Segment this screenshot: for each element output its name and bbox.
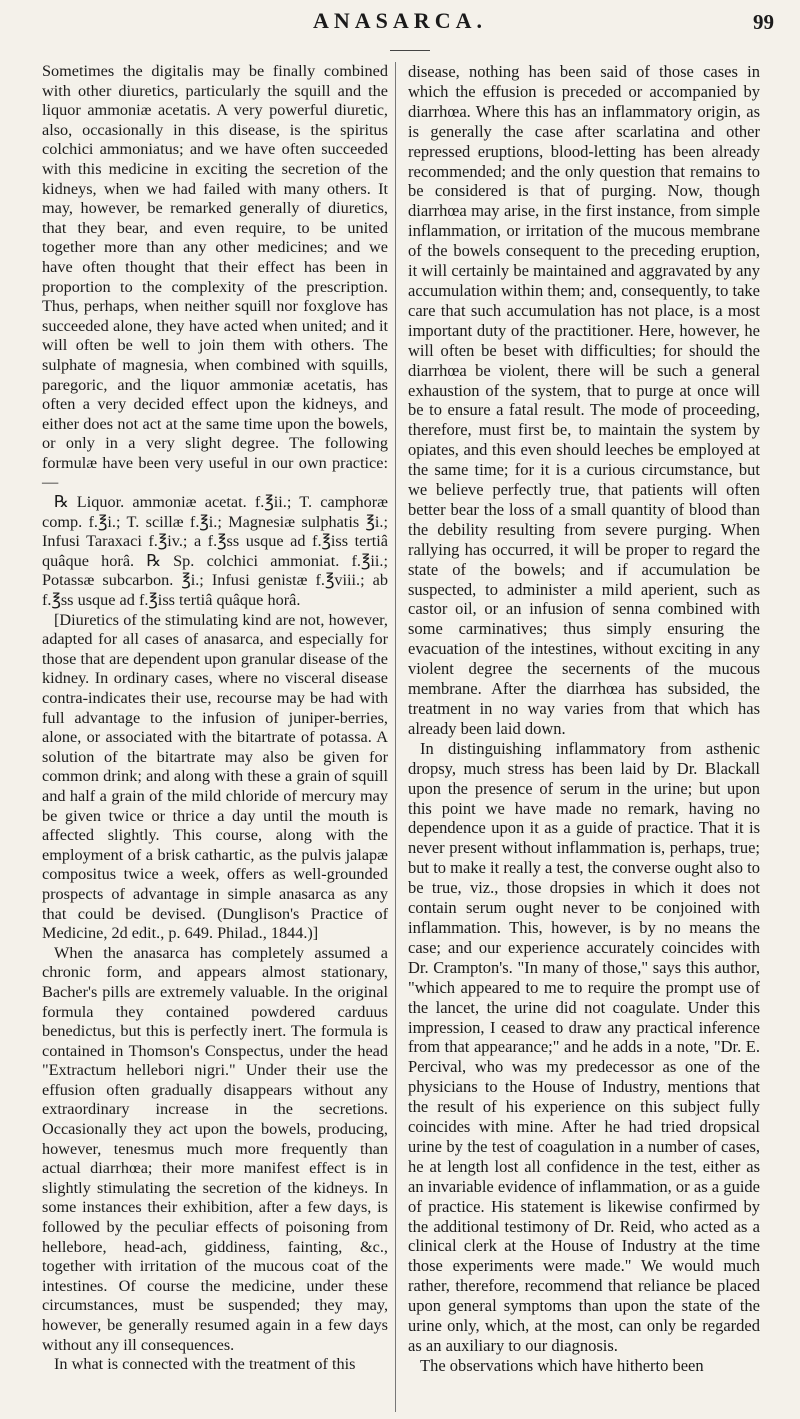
paragraph: disease, nothing has been said of those cases in which the effusion is preceded or accompanied by diarrhœa. Where this has an inflammatory origin, as is generally the case after scarlatina and other repressed eruptions, blood-letting has been already recommended; and the only question that remains to be considered is that of purging. Now, though diarrhœa may arise, in the first instance, from simple inflammation, or irritation of the mucous membrane of the bowels consequent to the preceding eruption, it will certainly be maintained and aggravated by any accumulation within them; and, consequently, to take care that such accumulation has not place, is a most important duty of the practitioner. Here, however, he will often be beset with difficulties; for should the diarrhœa be violent, there will be such a general exhaustion of the system, that to purge at once will be to ensure a fatal result. The mode of proceeding, therefore, must first be, to maintain the system by opiates, and this even should leeches be employed at the same time; for it is a curious circumstance, but we believe perfectly true, that patients will often better bear the loss of a small quantity of blood than the debility resulting from severe purging. When rallying has occurred, it will be proper to regard the state of the bowels; and if accumulation be suspected, to administer a mild aperient, such as castor oil, or an infusion of senna combined with some carminatives; thus simply ensuring the evacuation of the intestines, without exciting in any violent degree the secernents of the mucous membrane. After the diarrhœa has subsided, the treatment in no way varies from that which has already been laid down. (408, 62, 760, 738)
paragraph: Sometimes the digitalis may be finally combined with other diuretics, particularly the squill and the liquor ammoniæ acetatis. A very powerful diuretic, also, occasionally in this disease, is the spiritus colchici ammoniatus; and we have often succeeded with this medicine in exciting the secretion of the kidneys, when we had failed with many others. It may, however, be remarked generally of diuretics, that they bear, and even require, to be united together more than any other medicines; and we have often thought that their effect has been in proportion to the complexity of the prescription. Thus, perhaps, when neither squill nor foxglove has succeeded alone, they have acted when united; and it will often be well to join them with others. The sulphate of magnesia, when combined with squills, paregoric, and the liquor ammoniæ acetatis, has often a very decided effect upon the kidneys, and either does not act at the same time upon the bowels, or only in a very slight degree. The following formulæ have been very useful in our own practice: — (42, 62, 388, 492)
page-number: 99 (753, 10, 774, 34)
running-title: ANASARCA. (313, 8, 487, 33)
paragraph: The observations which have hitherto been (420, 1355, 704, 1375)
right-column (408, 62, 760, 1376)
page-header (0, 8, 800, 58)
paragraph: In what is connected with the treatment of this (54, 1355, 356, 1374)
paragraph: [Diuretics of the stimulating kind are not, however, adapted for all cases of anasarca, and especially for those that are dependent upon granular disease of the kidney. In ordinary cases, where no visceral disease contra-indicates their use, recourse may be had with full advantage to the infusion of juniper-berries, alone, or associated with the bitartrate of potassa. A solution of the bitartrate may also be given for common drink; and along with these a grain of squill and half a grain of the mild chloride of mercury may be given twice or thrice a day until the mouth is affected slightly. This course, along with the employment of a brisk cathartic, as the pulvis jalapæ compositus twice a week, offers as well-grounded prospects of advantage in simple anasarca as any that could be devised. (Dunglison's Practice of Medicine, 2d edit., p. 649. Philad., 1844.)] (42, 610, 388, 943)
left-column (42, 62, 388, 1375)
header-ornament (390, 50, 430, 51)
column-divider (395, 62, 396, 1412)
paragraph: In distinguishing inflammatory from asthenic dropsy, much stress has been laid by Dr. Blackall upon the presence of serum in the urine; but upon this point we have made no remark, having no dependence upon it as a guide of practice. That it is never present without inflammation is, perhaps, true; but to make it really a test, the converse ought also to be true, viz., those dropsies in which it does not contain serum ought never to be conjoined with inflammation. This, however, is by no means the case; and our experience accurately coincides with Dr. Crampton's. "In many of those," says this author, "which appeared to me to require the prompt use of the lancet, the urine did not coagulate. Under this impression, I ceased to draw any practical inference from that appearance;" and he adds in a note, "Dr. E. Percival, who was my predecessor as one of the physicians to the House of Industry, mentions that the result of his experience on this subject fully coincides with mine. After he had tried dropsical urine by the test of coagulation in a number of cases, he at length lost all confidence in the test, either as an invariable evidence of inflammation, or as a guide of practice. His statement is likewise confirmed by the additional testimony of Dr. Reid, who acted as a clinical clerk at the House of Industry at the time those experiments were made." We would much rather, therefore, recommend that reliance be placed upon general symptoms than upon the state of the urine only, which, at the most, can only be regarded as an auxiliary to our diagnosis. (408, 738, 760, 1355)
paragraph: When the anasarca has completely assumed a chronic form, and appears almost stationary, Bacher's pills are extremely valuable. In the original formula they contained powdered carduus benedictus, but this is perfectly inert. The formula is contained in Thomson's Conspectus, under the head "Extractum hellebori nigri." Under their use the effusion often gradually disappears without any extraordinary increase in the secretions. Occasionally they act upon the bowels, producing, however, tenesmus much more frequently than actual diarrhœa; their more manifest effect is in slightly stimulating the secretion of the kidneys. In some instances their exhibition, after a few days, is followed by the peculiar effects of poisoning from hellebore, head-ach, giddiness, fainting, &c., together with irritation of the mucous coat of the intestines. Of course the medicine, under these circumstances, must be suspended; they may, however, be generally resumed again in a few days without any ill consequences. (42, 943, 388, 1354)
prescription-paragraph: ℞ Liquor. ammoniæ acetat. f.℥ii.; T. camphoræ comp. f.℥i.; T. scillæ f.℥i.; Magnesiæ sulphatis ℥i.; Infusi Taraxaci f.℥iv.; a f.℥ss usque ad f.℥iss tertiâ quâque horâ. ℞ Sp. colchici ammoniat. f.℥ii.; Potassæ subcarbon. ℥i.; Infusi genistæ f.℥viii.; ab f.℥ss usque ad f.℥iss tertiâ quâque horâ. (42, 493, 388, 610)
